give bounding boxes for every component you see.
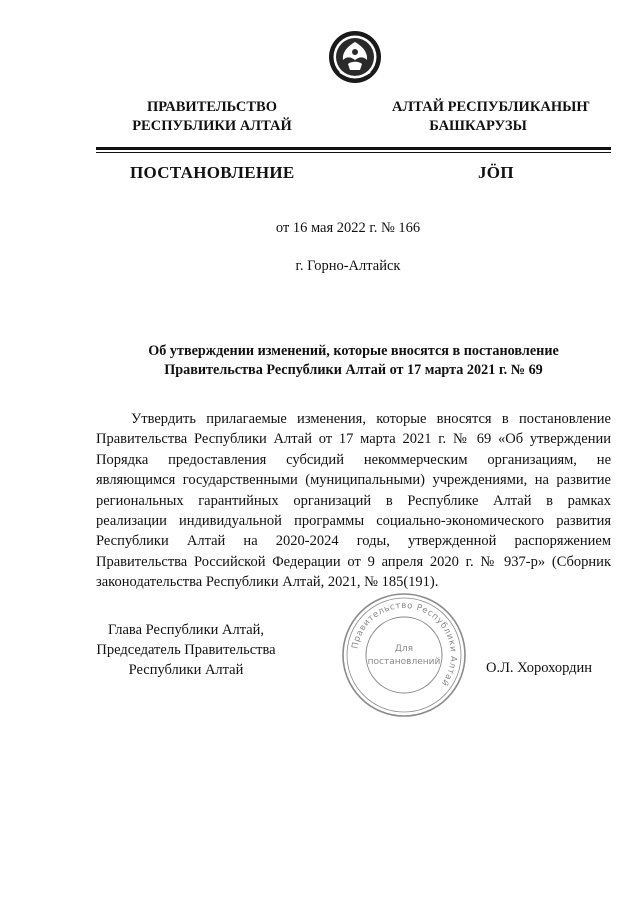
header-divider-thick	[96, 147, 611, 150]
header-left-line-2: РЕСПУБЛИКИ АЛТАЙ	[132, 118, 292, 134]
body-line: региональных гарантийных организаций в Республике Алтай в рамках	[96, 492, 611, 509]
body-line: Правительства Республики Алтай от 17 марта 2021 г. № 69 «Об утверждении	[96, 431, 611, 448]
signatory-position-line-3: Республики Алтай	[128, 662, 244, 678]
title-line-1: Об утверждении изменений, которые вносятся в постановление	[148, 343, 559, 359]
doc-type-alt: JÖП	[478, 163, 514, 182]
header-right-line-1: АЛТАЙ РЕСПУБЛИКАНЫҤ	[392, 99, 590, 115]
stamp-center-line-2: постановлений	[367, 657, 441, 667]
header-divider-thin	[96, 152, 611, 153]
body-line: Республики Алтай на 2020-2024 годы, утвержденной распоряжением	[96, 533, 611, 550]
signatory-position-line-1: Глава Республики Алтай,	[107, 622, 265, 638]
body-line: Правительства Российской Федерации от 9 апреля 2020 г. № 937-р» (Сборник	[96, 553, 611, 570]
doc-type-ru: ПОСТАНОВЛЕНИЕ	[130, 163, 295, 182]
body-line: реализации индивидуальной программы социально-экономического развития	[96, 513, 611, 530]
coat-of-arms-icon	[328, 30, 382, 84]
document-title	[96, 342, 611, 380]
stamp-ring-text: Правительство Республики Алтай	[350, 600, 459, 688]
document-body	[96, 409, 611, 593]
signatory-name: О.Л. Хорохордин	[486, 660, 593, 676]
document-city: г. Горно-Алтайск	[295, 258, 401, 274]
header-left	[122, 98, 302, 136]
signatory-position	[88, 620, 284, 680]
document-date-number: от 16 мая 2022 г. № 166	[275, 220, 421, 236]
header-left-line-1: ПРАВИТЕЛЬСТВО	[147, 99, 277, 115]
signatory-position-line-2: Председатель Правительства	[96, 642, 276, 658]
body-line: законодательства Республики Алтай, 2021, № 185(191).	[96, 574, 439, 591]
title-line-2: Правительства Республики Алтай от 17 марта 2021 г. № 69	[164, 362, 543, 378]
body-line: Утвердить прилагаемые изменения, которые вносятся в постановление	[131, 411, 611, 427]
body-line: являющимся государственными (муниципальными) учреждениями, на развитие	[96, 472, 611, 489]
official-stamp	[340, 591, 468, 719]
header-right-line-2: БАШКАРУЗЫ	[429, 118, 527, 134]
stamp-center-line-1: Для	[394, 644, 414, 654]
body-line: Порядка предоставления субсидий некоммерческим организациям, не	[96, 451, 611, 468]
header-right	[392, 98, 590, 136]
